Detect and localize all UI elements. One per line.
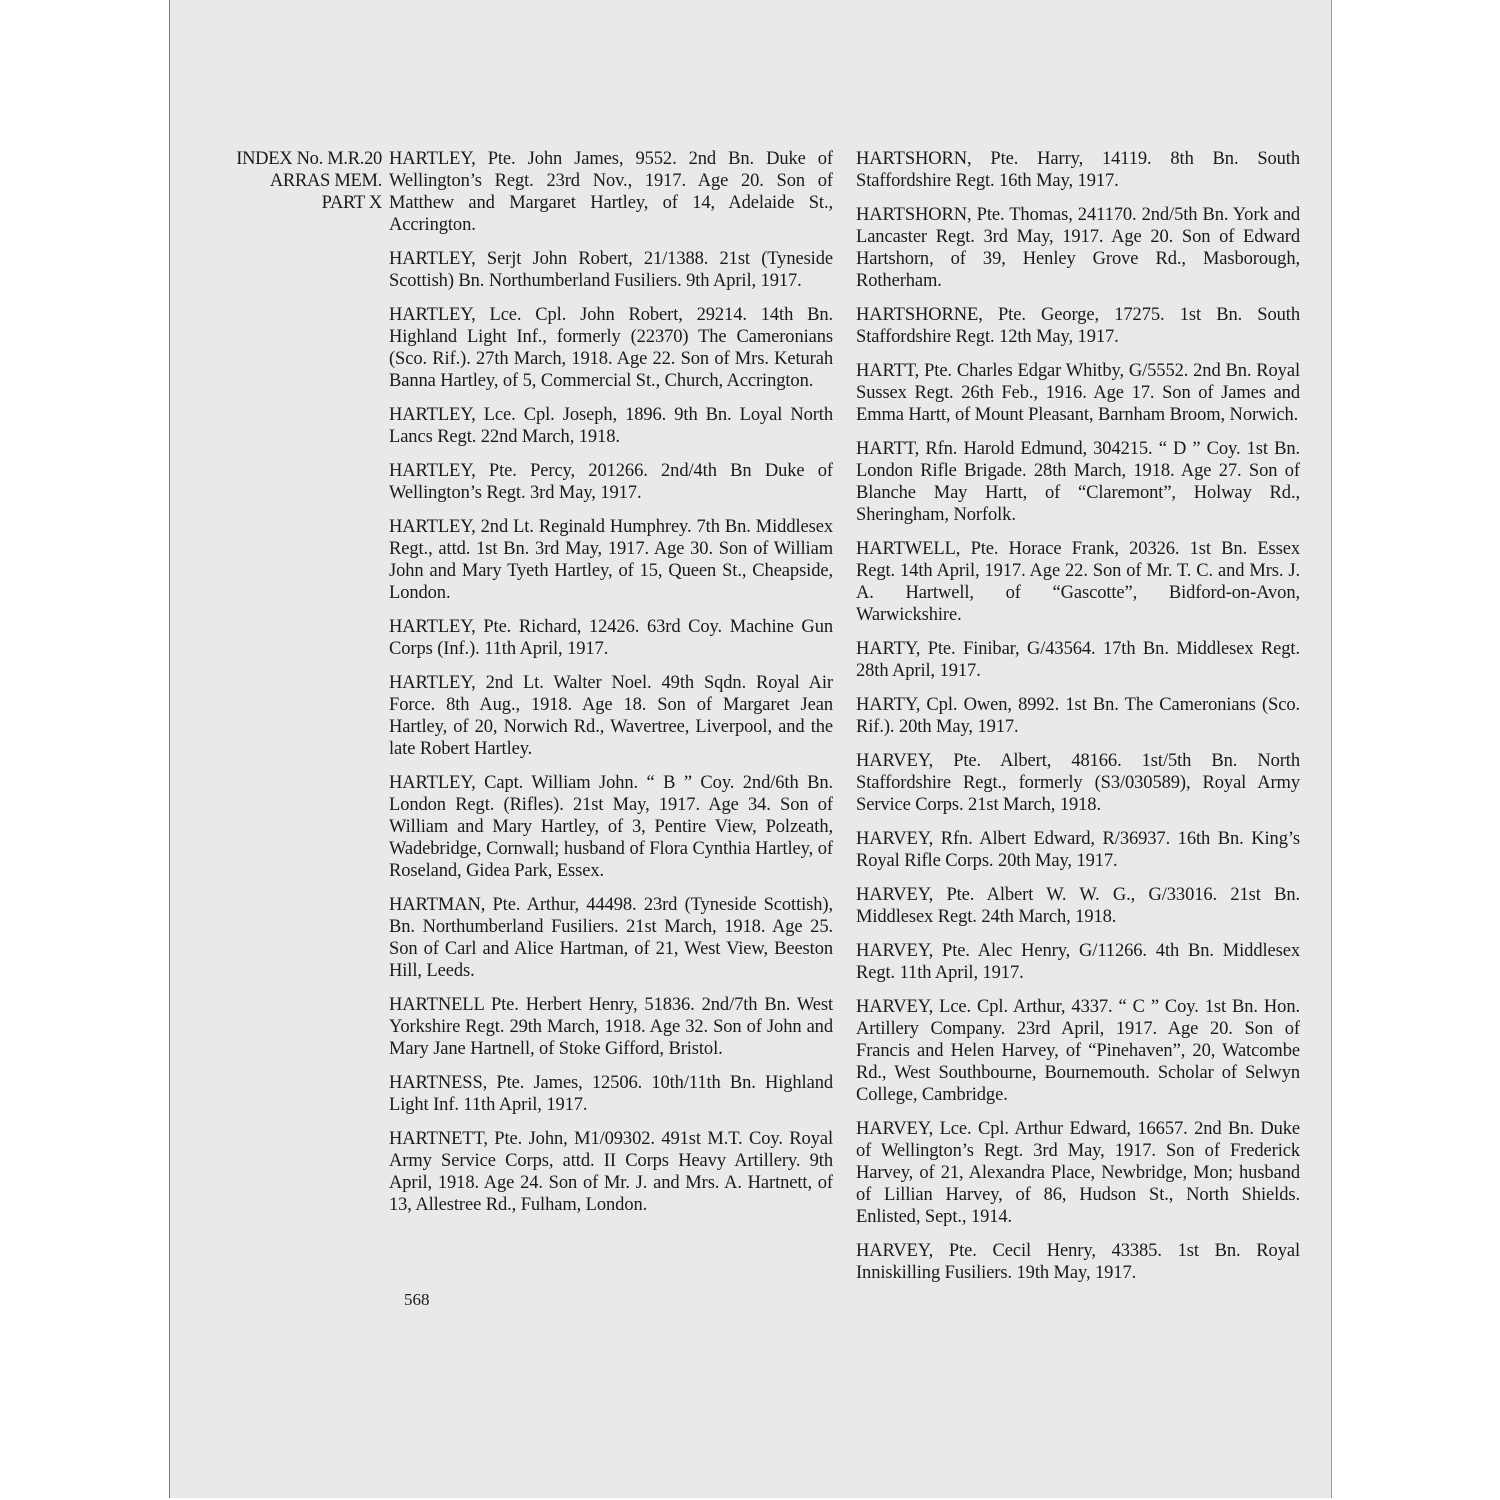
casualty-entry: HARVEY, Pte. Albert W. W. G., G/33016. 21st Bn. Middlesex Regt. 24th March, 1918. [856, 885, 1300, 927]
index-number: INDEX No. M.R.20 [236, 149, 382, 169]
memorial-name: ARRAS MEM. [269, 171, 382, 191]
left-column [389, 148, 833, 1228]
casualty-entry: HARVEY, Pte. Cecil Henry, 43385. 1st Bn. Royal Inniskilling Fusiliers. 19th May, 1917. [856, 1241, 1300, 1283]
page-number: 568 [404, 1290, 430, 1309]
casualty-entry: HARVEY, Lce. Cpl. Arthur Edward, 16657. 2nd Bn. Duke of Wellington’s Regt. 3rd May, 1917. Son of Frederick Harvey, of 21, Alexandra Place, Newbridge, Mon; husband of Lillian Harvey, of 86, Hudson St., North Shields. Enlisted, Sept., 1914. [856, 1119, 1300, 1227]
casualty-entry: HARTSHORN, Pte. Thomas, 241170. 2nd/5th Bn. York and Lancaster Regt. 3rd May, 1917. Age 20. Son of Edward Hartshorn, of 39, Henley Grove Rd., Masborough, Rotherham. [856, 205, 1300, 291]
casualty-entry: HARTY, Cpl. Owen, 8992. 1st Bn. The Cameronians (Sco. Rif.). 20th May, 1917. [856, 695, 1300, 737]
right-column [856, 148, 1300, 1296]
casualty-entry: HARTLEY, Pte. Richard, 12426. 63rd Coy. Machine Gun Corps (Inf.). 11th April, 1917. [389, 617, 833, 659]
casualty-entry: HARTNELL Pte. Herbert Henry, 51836. 2nd/7th Bn. West Yorkshire Regt. 29th March, 1918. Age 32. Son of John and Mary Jane Hartnell, of Stoke Gifford, Bristol. [389, 995, 833, 1059]
casualty-entry: HARTLEY, Lce. Cpl. John Robert, 29214. 14th Bn. Highland Light Inf., formerly (22370) The Cameronians (Sco. Rif.). 27th March, 1918. Age 22. Son of Mrs. Keturah Banna Hartley, of 5, Commercial St., Church, Accrington. [389, 305, 833, 391]
index-reference [196, 148, 382, 214]
casualty-entry: HARTMAN, Pte. Arthur, 44498. 23rd (Tyneside Scottish), Bn. Northumberland Fusiliers. 21st March, 1918. Age 25. Son of Carl and Alice Hartman, of 21, West View, Beeston Hill, Leeds. [389, 895, 833, 981]
casualty-entry: HARVEY, Pte. Alec Henry, G/11266. 4th Bn. Middlesex Regt. 11th April, 1917. [856, 941, 1300, 983]
casualty-entry: HARTSHORNE, Pte. George, 17275. 1st Bn. South Staffordshire Regt. 12th May, 1917. [856, 305, 1300, 347]
casualty-entry: HARTLEY, Lce. Cpl. Joseph, 1896. 9th Bn. Loyal North Lancs Regt. 22nd March, 1918. [389, 405, 833, 447]
casualty-entry: HARVEY, Pte. Albert, 48166. 1st/5th Bn. North Staffordshire Regt., formerly (S3/030589), Royal Army Service Corps. 21st March, 1918. [856, 751, 1300, 815]
casualty-entry: HARVEY, Rfn. Albert Edward, R/36937. 16th Bn. King’s Royal Rifle Corps. 20th May, 1917. [856, 829, 1300, 871]
casualty-entry: HARTLEY, 2nd Lt. Reginald Humphrey. 7th Bn. Middlesex Regt., attd. 1st Bn. 3rd May, 1917. Age 30. Son of William John and Mary Tyeth Hartley, of 15, Queen St., Cheapside, London. [389, 517, 833, 603]
casualty-entry: HARTLEY, Pte. John James, 9552. 2nd Bn. Duke of Wellington’s Regt. 23rd Nov., 1917. Age 20. Son of Matthew and Margaret Hartley, of 14, Adelaide St., Accrington. [389, 149, 833, 235]
casualty-entry: HARVEY, Lce. Cpl. Arthur, 4337. “ C ” Coy. 1st Bn. Hon. Artillery Company. 23rd April, 1917. Age 20. Son of Francis and Helen Harvey, of “Pinehaven”, 20, Watcombe Rd., West Southbourne, Bournemouth. Scholar of Selwyn College, Cambridge. [856, 997, 1300, 1105]
casualty-entry: HARTT, Pte. Charles Edgar Whitby, G/5552. 2nd Bn. Royal Sussex Regt. 26th Feb., 1916. Age 17. Son of James and Emma Hartt, of Mount Pleasant, Barnham Broom, Norwich. [856, 361, 1300, 425]
casualty-entry: HARTY, Pte. Finibar, G/43564. 17th Bn. Middlesex Regt. 28th April, 1917. [856, 639, 1300, 681]
casualty-entry: HARTLEY, Pte. Percy, 201266. 2nd/4th Bn Duke of Wellington’s Regt. 3rd May, 1917. [389, 461, 833, 503]
casualty-entry: HARTLEY, 2nd Lt. Walter Noel. 49th Sqdn. Royal Air Force. 8th Aug., 1918. Age 18. Son of Margaret Jean Hartley, of 20, Norwich Rd., Wavertree, Liverpool, and the late Robert Hartley. [389, 673, 833, 759]
casualty-entry: HARTNESS, Pte. James, 12506. 10th/11th Bn. Highland Light Inf. 11th April, 1917. [389, 1073, 833, 1115]
casualty-entry: HARTLEY, Capt. William John. “ B ” Coy. 2nd/6th Bn. London Regt. (Rifles). 21st May, 1917. Age 34. Son of William and Mary Hartley, of 3, Pentire View, Polzeath, Wadebridge, Cornwall; husband of Flora Cynthia Hartley, of Roseland, Gidea Park, Essex. [389, 773, 833, 881]
casualty-entry: HARTT, Rfn. Harold Edmund, 304215. “ D ” Coy. 1st Bn. London Rifle Brigade. 28th March, 1918. Age 27. Son of Blanche May Hartt, of “Claremont”, Holway Rd., Sheringham, Norfolk. [856, 439, 1300, 525]
casualty-entry: HARTWELL, Pte. Horace Frank, 20326. 1st Bn. Essex Regt. 14th April, 1917. Age 22. Son of Mr. T. C. and Mrs. J. A. Hartwell, of “Gascotte”, Bidford-on-Avon, Warwickshire. [856, 539, 1300, 625]
casualty-entry: HARTLEY, Serjt John Robert, 21/1388. 21st (Tyneside Scottish) Bn. Northumberland Fusiliers. 9th April, 1917. [389, 249, 833, 291]
part-number: PART X [321, 193, 382, 213]
casualty-entry: HARTNETT, Pte. John, M1/09302. 491st M.T. Coy. Royal Army Service Corps, attd. II Corps Heavy Artillery. 9th April, 1918. Age 24. Son of Mr. J. and Mrs. A. Hartnett, of 13, Allestree Rd., Fulham, London. [389, 1129, 833, 1215]
casualty-entry: HARTSHORN, Pte. Harry, 14119. 8th Bn. South Staffordshire Regt. 16th May, 1917. [856, 149, 1300, 191]
